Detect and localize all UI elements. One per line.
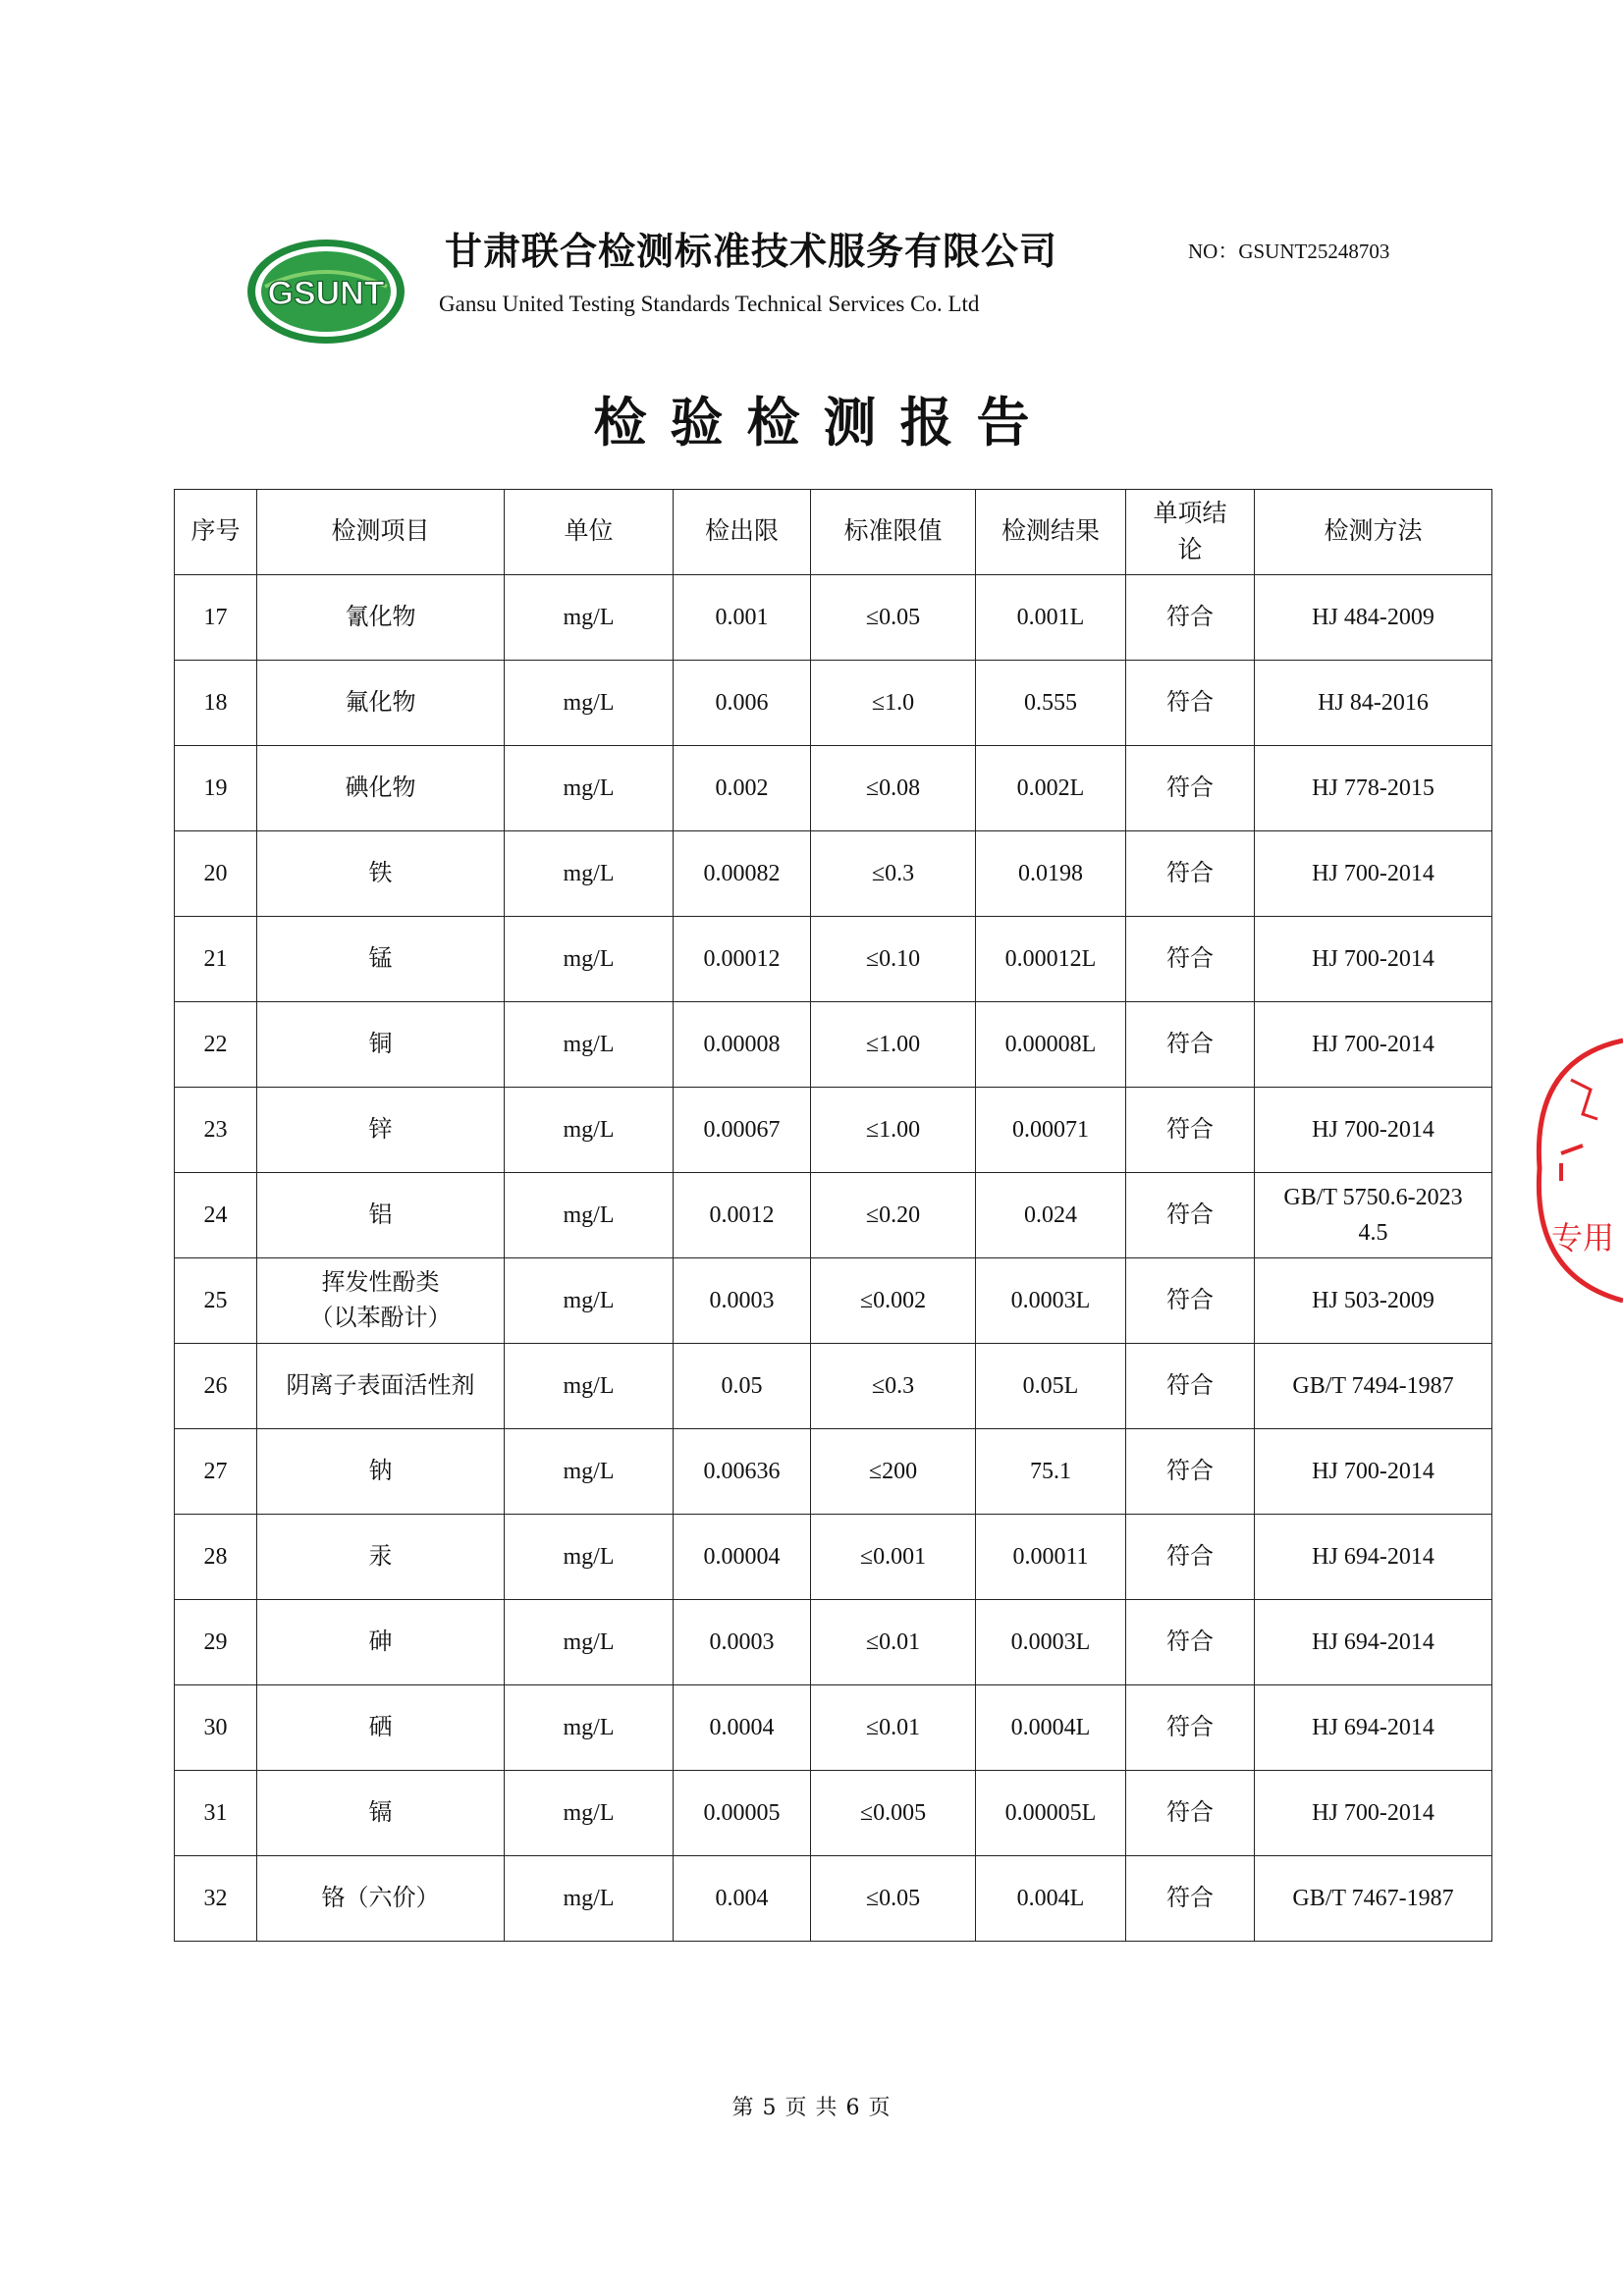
cell-item: 钠 bbox=[257, 1429, 505, 1515]
cell-method: HJ 700-2014 bbox=[1255, 917, 1492, 1002]
cell-item-line1: 挥发性酚类 bbox=[321, 1270, 440, 1296]
company-name-cn: 甘肃联合检测标准技术服务有限公司 bbox=[445, 230, 1058, 273]
cell-method-line1: GB/T 5750.6-2023 bbox=[1283, 1185, 1463, 1210]
cell-seq: 28 bbox=[175, 1515, 257, 1600]
table-row bbox=[175, 1771, 1492, 1856]
header-result: 检测结果 bbox=[976, 490, 1126, 575]
cell-standard-limit: ≤0.001 bbox=[811, 1515, 976, 1600]
cell-standard-limit: ≤0.01 bbox=[811, 1685, 976, 1771]
cell-unit: mg/L bbox=[505, 1344, 674, 1429]
table-row bbox=[175, 1600, 1492, 1685]
cell-unit: mg/L bbox=[505, 831, 674, 917]
cell-conclusion: 符合 bbox=[1126, 1088, 1255, 1173]
cell-result: 0.002L bbox=[976, 746, 1126, 831]
company-logo bbox=[245, 238, 407, 346]
cell-item bbox=[257, 1258, 505, 1344]
cell-result: 0.00008L bbox=[976, 1002, 1126, 1088]
cell-result: 75.1 bbox=[976, 1429, 1126, 1515]
table-row bbox=[175, 1429, 1492, 1515]
cell-item: 砷 bbox=[257, 1600, 505, 1685]
table-row bbox=[175, 1515, 1492, 1600]
cell-standard-limit: ≤1.00 bbox=[811, 1002, 976, 1088]
table-row bbox=[175, 1173, 1492, 1258]
cell-conclusion: 符合 bbox=[1126, 1515, 1255, 1600]
cell-result: 0.0004L bbox=[976, 1685, 1126, 1771]
cell-detection-limit: 0.00012 bbox=[674, 917, 811, 1002]
table-row bbox=[175, 575, 1492, 661]
cell-seq: 32 bbox=[175, 1856, 257, 1942]
cell-detection-limit: 0.00008 bbox=[674, 1002, 811, 1088]
cell-standard-limit: ≤1.0 bbox=[811, 661, 976, 746]
cell-conclusion: 符合 bbox=[1126, 1600, 1255, 1685]
cell-unit: mg/L bbox=[505, 1856, 674, 1942]
cell-method: HJ 778-2015 bbox=[1255, 746, 1492, 831]
cell-item: 氰化物 bbox=[257, 575, 505, 661]
cell-detection-limit: 0.0003 bbox=[674, 1258, 811, 1344]
official-seal bbox=[1502, 1021, 1623, 1315]
cell-seq: 22 bbox=[175, 1002, 257, 1088]
cell-seq: 25 bbox=[175, 1258, 257, 1344]
cell-detection-limit: 0.002 bbox=[674, 746, 811, 831]
cell-detection-limit: 0.00067 bbox=[674, 1088, 811, 1173]
cell-standard-limit: ≤0.20 bbox=[811, 1173, 976, 1258]
cell-seq: 23 bbox=[175, 1088, 257, 1173]
cell-detection-limit: 0.001 bbox=[674, 575, 811, 661]
cell-method-line2: 4.5 bbox=[1358, 1220, 1388, 1246]
header-item: 检测项目 bbox=[257, 490, 505, 575]
cell-standard-limit: ≤0.05 bbox=[811, 575, 976, 661]
cell-detection-limit: 0.0003 bbox=[674, 1600, 811, 1685]
cell-item: 汞 bbox=[257, 1515, 505, 1600]
cell-detection-limit: 0.00082 bbox=[674, 831, 811, 917]
table-row bbox=[175, 1685, 1492, 1771]
cell-item: 铬（六价） bbox=[257, 1856, 505, 1942]
table-row bbox=[175, 1088, 1492, 1173]
cell-conclusion: 符合 bbox=[1126, 661, 1255, 746]
cell-detection-limit: 0.004 bbox=[674, 1856, 811, 1942]
report-number: NO：GSUNT25248703 bbox=[1188, 240, 1390, 263]
cell-result: 0.0003L bbox=[976, 1258, 1126, 1344]
results-table bbox=[174, 489, 1492, 1942]
header-conclusion bbox=[1126, 490, 1255, 575]
table-row bbox=[175, 746, 1492, 831]
cell-method: HJ 484-2009 bbox=[1255, 575, 1492, 661]
header-conclusion-line1: 单项结 bbox=[1153, 500, 1227, 527]
cell-method: GB/T 7494-1987 bbox=[1255, 1344, 1492, 1429]
cell-method: HJ 700-2014 bbox=[1255, 1002, 1492, 1088]
cell-conclusion: 符合 bbox=[1126, 1258, 1255, 1344]
cell-seq: 20 bbox=[175, 831, 257, 917]
header-standard-limit: 标准限值 bbox=[811, 490, 976, 575]
cell-unit: mg/L bbox=[505, 746, 674, 831]
cell-item: 铜 bbox=[257, 1002, 505, 1088]
cell-result: 0.00071 bbox=[976, 1088, 1126, 1173]
cell-result: 0.004L bbox=[976, 1856, 1126, 1942]
cell-item: 阴离子表面活性剂 bbox=[257, 1344, 505, 1429]
cell-unit: mg/L bbox=[505, 917, 674, 1002]
cell-seq: 26 bbox=[175, 1344, 257, 1429]
header-seq: 序号 bbox=[175, 490, 257, 575]
cell-conclusion: 符合 bbox=[1126, 746, 1255, 831]
cell-standard-limit: ≤0.01 bbox=[811, 1600, 976, 1685]
header-method: 检测方法 bbox=[1255, 490, 1492, 575]
cell-seq: 17 bbox=[175, 575, 257, 661]
cell-method: HJ 700-2014 bbox=[1255, 1771, 1492, 1856]
cell-item: 氟化物 bbox=[257, 661, 505, 746]
logo-text: GSUNT bbox=[267, 275, 385, 312]
cell-item: 镉 bbox=[257, 1771, 505, 1856]
cell-seq: 18 bbox=[175, 661, 257, 746]
cell-standard-limit: ≤0.002 bbox=[811, 1258, 976, 1344]
cell-result: 0.0003L bbox=[976, 1600, 1126, 1685]
cell-unit: mg/L bbox=[505, 661, 674, 746]
cell-item: 碘化物 bbox=[257, 746, 505, 831]
cell-standard-limit: ≤0.3 bbox=[811, 1344, 976, 1429]
cell-standard-limit: ≤200 bbox=[811, 1429, 976, 1515]
cell-unit: mg/L bbox=[505, 1771, 674, 1856]
table-row bbox=[175, 831, 1492, 917]
cell-unit: mg/L bbox=[505, 1685, 674, 1771]
cell-method: HJ 503-2009 bbox=[1255, 1258, 1492, 1344]
cell-detection-limit: 0.00005 bbox=[674, 1771, 811, 1856]
cell-standard-limit: ≤0.005 bbox=[811, 1771, 976, 1856]
cell-method: HJ 694-2014 bbox=[1255, 1685, 1492, 1771]
cell-method: HJ 700-2014 bbox=[1255, 1088, 1492, 1173]
cell-detection-limit: 0.05 bbox=[674, 1344, 811, 1429]
cell-conclusion: 符合 bbox=[1126, 1173, 1255, 1258]
cell-conclusion: 符合 bbox=[1126, 1856, 1255, 1942]
cell-standard-limit: ≤0.10 bbox=[811, 917, 976, 1002]
table-row bbox=[175, 1002, 1492, 1088]
header-detection-limit: 检出限 bbox=[674, 490, 811, 575]
cell-method: GB/T 7467-1987 bbox=[1255, 1856, 1492, 1942]
cell-item: 铁 bbox=[257, 831, 505, 917]
cell-detection-limit: 0.00004 bbox=[674, 1515, 811, 1600]
cell-standard-limit: ≤0.05 bbox=[811, 1856, 976, 1942]
table-row bbox=[175, 1856, 1492, 1942]
cell-detection-limit: 0.0012 bbox=[674, 1173, 811, 1258]
cell-method bbox=[1255, 1173, 1492, 1258]
cell-conclusion: 符合 bbox=[1126, 917, 1255, 1002]
table-row bbox=[175, 1258, 1492, 1344]
cell-unit: mg/L bbox=[505, 1515, 674, 1600]
cell-conclusion: 符合 bbox=[1126, 1344, 1255, 1429]
cell-seq: 21 bbox=[175, 917, 257, 1002]
cell-detection-limit: 0.006 bbox=[674, 661, 811, 746]
cell-result: 0.00011 bbox=[976, 1515, 1126, 1600]
table-row bbox=[175, 661, 1492, 746]
cell-item: 锰 bbox=[257, 917, 505, 1002]
cell-standard-limit: ≤0.08 bbox=[811, 746, 976, 831]
cell-result: 0.555 bbox=[976, 661, 1126, 746]
cell-seq: 27 bbox=[175, 1429, 257, 1515]
cell-unit: mg/L bbox=[505, 1173, 674, 1258]
cell-conclusion: 符合 bbox=[1126, 575, 1255, 661]
cell-seq: 29 bbox=[175, 1600, 257, 1685]
cell-unit: mg/L bbox=[505, 1429, 674, 1515]
cell-unit: mg/L bbox=[505, 1002, 674, 1088]
header-conclusion-line2: 论 bbox=[1177, 537, 1203, 563]
cell-unit: mg/L bbox=[505, 1258, 674, 1344]
cell-conclusion: 符合 bbox=[1126, 1771, 1255, 1856]
cell-result: 0.024 bbox=[976, 1173, 1126, 1258]
cell-result: 0.001L bbox=[976, 575, 1126, 661]
cell-unit: mg/L bbox=[505, 1600, 674, 1685]
seal-text: 专用 bbox=[1551, 1219, 1615, 1256]
cell-item: 锌 bbox=[257, 1088, 505, 1173]
cell-seq: 24 bbox=[175, 1173, 257, 1258]
cell-item-line2: （以苯酚计） bbox=[309, 1306, 452, 1331]
cell-method: HJ 84-2016 bbox=[1255, 661, 1492, 746]
cell-detection-limit: 0.00636 bbox=[674, 1429, 811, 1515]
cell-standard-limit: ≤1.00 bbox=[811, 1088, 976, 1173]
cell-seq: 19 bbox=[175, 746, 257, 831]
cell-method: HJ 694-2014 bbox=[1255, 1600, 1492, 1685]
cell-method: HJ 700-2014 bbox=[1255, 1429, 1492, 1515]
table-header-row bbox=[175, 490, 1492, 575]
cell-conclusion: 符合 bbox=[1126, 831, 1255, 917]
header-unit: 单位 bbox=[505, 490, 674, 575]
page-number: 第 5 页 共 6 页 bbox=[731, 2096, 892, 2120]
cell-method: HJ 694-2014 bbox=[1255, 1515, 1492, 1600]
report-title: 检验检测报告 bbox=[593, 392, 1054, 454]
cell-item: 硒 bbox=[257, 1685, 505, 1771]
cell-conclusion: 符合 bbox=[1126, 1685, 1255, 1771]
cell-seq: 31 bbox=[175, 1771, 257, 1856]
cell-result: 0.05L bbox=[976, 1344, 1126, 1429]
cell-result: 0.00012L bbox=[976, 917, 1126, 1002]
cell-unit: mg/L bbox=[505, 1088, 674, 1173]
cell-item: 铝 bbox=[257, 1173, 505, 1258]
cell-standard-limit: ≤0.3 bbox=[811, 831, 976, 917]
cell-detection-limit: 0.0004 bbox=[674, 1685, 811, 1771]
cell-result: 0.00005L bbox=[976, 1771, 1126, 1856]
cell-result: 0.0198 bbox=[976, 831, 1126, 917]
company-name-en: Gansu United Testing Standards Technical Services Co. Ltd bbox=[439, 292, 980, 316]
cell-unit: mg/L bbox=[505, 575, 674, 661]
cell-method: HJ 700-2014 bbox=[1255, 831, 1492, 917]
cell-conclusion: 符合 bbox=[1126, 1429, 1255, 1515]
table-row bbox=[175, 1344, 1492, 1429]
cell-conclusion: 符合 bbox=[1126, 1002, 1255, 1088]
table-row bbox=[175, 917, 1492, 1002]
cell-seq: 30 bbox=[175, 1685, 257, 1771]
